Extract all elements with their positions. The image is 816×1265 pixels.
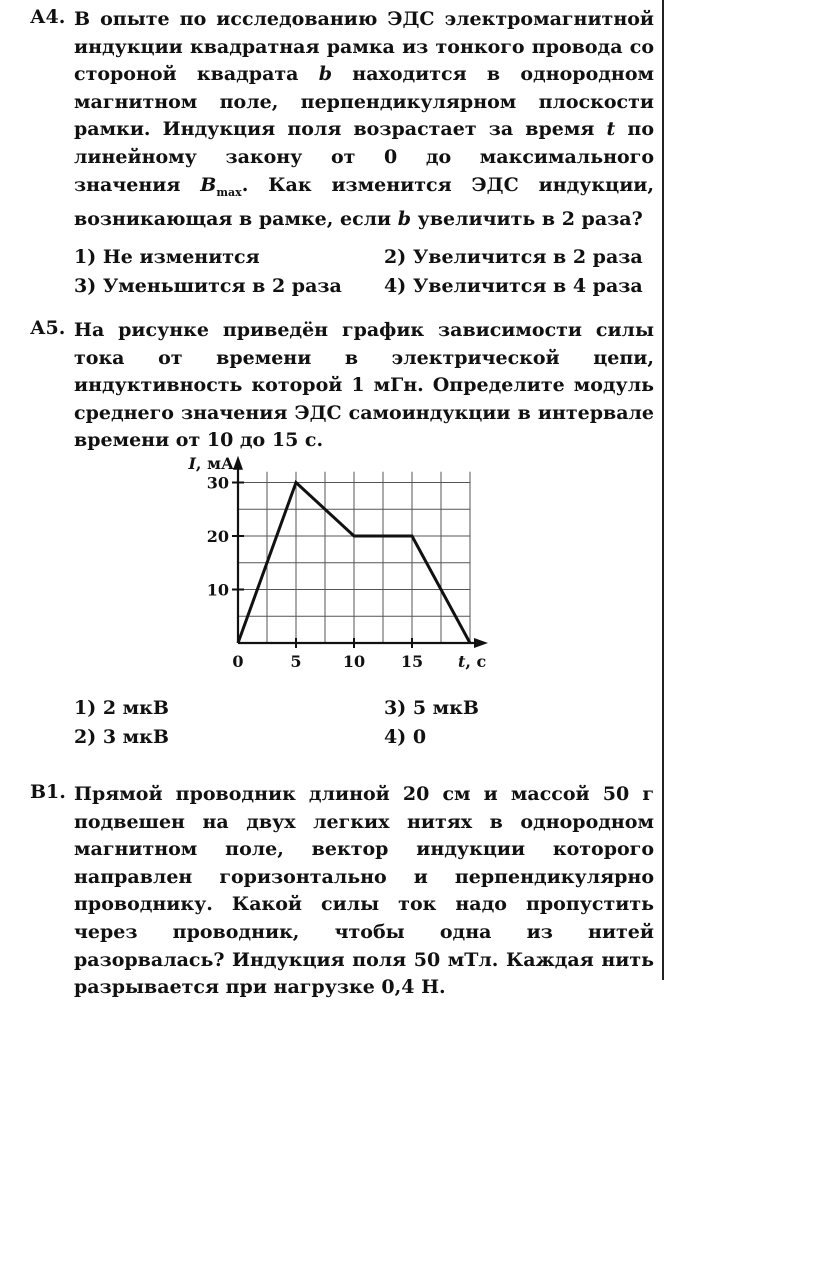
answer-option: 4) Увеличится в 4 раза	[384, 274, 643, 297]
y-tick-label: 10	[206, 580, 229, 600]
answer-option: 3) 5 мкВ	[384, 697, 479, 719]
variable-b: b	[318, 63, 333, 86]
problem-text: Прямой проводник длиной 20 см и массой 50 г подвешен на двух легких нитях в однородном магнитном поле, вектор индукции которого направлен горизонтально и перпендикулярно проводнику. Какой силы ток надо пропустить через проводник, чтобы одна из нитей разорвалась? Индукция поля 50 мТл. Каждая нить разрывается при нагрузке 0,4 Н.	[74, 783, 654, 999]
y-axis-arrow	[233, 456, 243, 470]
x-tick-label: 0	[232, 652, 244, 671]
current-time-chart	[170, 445, 500, 680]
problem-text: На рисунке приведён график зависимости силы тока от времени в электрической цепи, индуктивность которой 1 мГн. Определите модуль среднего значения ЭДС самоиндукции в интервале времени от 10 до 15 с.	[74, 319, 654, 452]
problem-text: В опыте по исследованию ЭДС электромагнитной индукции квадратная рамка из тонкого провода со стороной квадрата b находится в однородном магнитном поле, перпендикулярном плоскости рамки. Индукция поля возрастает за время t по линейному закону от 0 до максимального значения $B_{max}$. Как изменится ЭДС индукции, возникающая в рамке, если b увеличить в 2 раза?	[74, 8, 654, 230]
y-tick-label: 30	[206, 473, 229, 493]
variable-t: t	[606, 118, 616, 141]
x-tick-label: 15	[400, 652, 424, 671]
answer-option: 2) 3 мкВ	[74, 726, 169, 748]
chart-grid	[238, 472, 470, 643]
problem-b1	[30, 781, 655, 1002]
answer-option: 4) 0	[384, 726, 427, 748]
answer-option: 3) Уменьшится в 2 раза	[74, 274, 342, 297]
x-axis-label: t, с	[458, 652, 487, 671]
problem-number: А5.	[30, 317, 66, 339]
answer-option: 2) Увеличится в 2 раза	[384, 245, 643, 268]
x-tick-label: 5	[290, 652, 302, 671]
answer-option: 1) Не изменится	[74, 245, 260, 268]
variable-b: b	[397, 207, 412, 230]
problem-a5-answers	[30, 695, 655, 751]
x-tick-label: 10	[342, 652, 366, 671]
y-tick-label: 20	[206, 527, 229, 546]
y-axis-label: I, мА	[188, 453, 234, 473]
problem-number: В1.	[30, 781, 66, 803]
problem-a5	[30, 317, 655, 455]
variable-B: B	[200, 173, 217, 196]
answer-options	[74, 244, 654, 300]
problem-number: А4.	[30, 6, 66, 28]
subscript-max: max	[216, 185, 242, 199]
answer-option: 1) 2 мкВ	[74, 697, 169, 719]
x-axis-arrow	[474, 638, 488, 648]
problem-a4	[30, 6, 655, 300]
answer-options	[74, 695, 654, 751]
